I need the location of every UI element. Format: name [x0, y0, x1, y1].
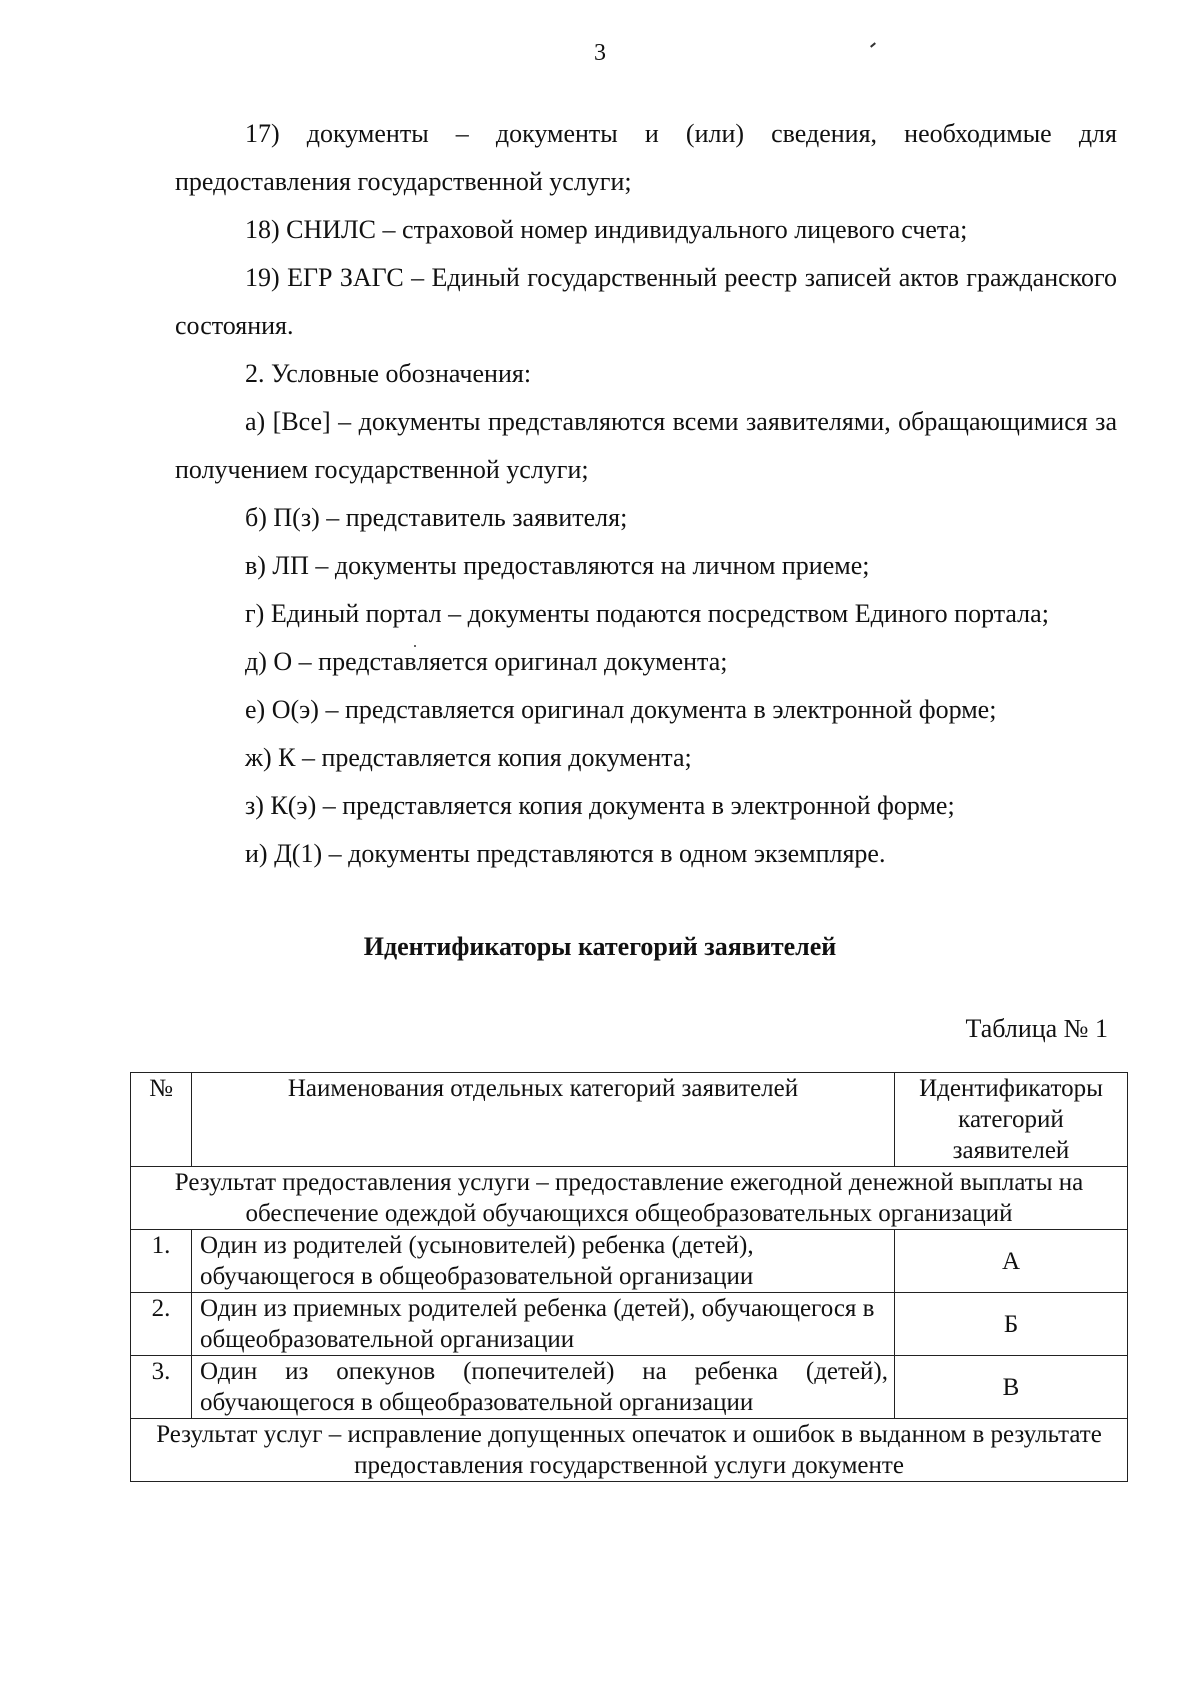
- legend-item-b: б) П(з) – представитель заявителя;: [245, 503, 628, 532]
- legend-item-e: е) О(э) – представляется оригинал документа в электронной форме;: [245, 695, 997, 724]
- paragraph-legend-title: 2. Условные обозначения:: [245, 359, 532, 388]
- legend-item-g: г) Единый портал – документы подаются посредством Единого портала;: [245, 599, 1049, 628]
- table-section-row: [131, 1167, 1128, 1230]
- definitions-block: [175, 110, 1117, 878]
- row-name: Один из опекунов (попечителей) на ребенка (детей), обучающегося в общеобразовательной организации: [192, 1356, 895, 1419]
- paragraph-17: 17) документы – документы и (или) сведения, необходимые для предоставления государственной услуги;: [175, 119, 1117, 196]
- row-name: Один из приемных родителей ребенка (детей), обучающегося в общеобразовательной организации: [192, 1293, 895, 1356]
- legend-item-zh: ж) К – представляется копия документа;: [245, 743, 692, 772]
- section-2-title: Результат услуг – исправление допущенных опечаток и ошибок в выданном в результате предоставления государственной услуги документе: [131, 1419, 1128, 1482]
- table-section-row: [131, 1419, 1128, 1482]
- row-num: 2.: [131, 1293, 192, 1356]
- page-number: 3: [594, 40, 606, 66]
- legend-item-a: а) [Все] – документы представляются всеми заявителями, обращающимися за получением государственной услуги;: [175, 407, 1117, 484]
- paragraph-18: 18) СНИЛС – страховой номер индивидуального лицевого счета;: [245, 215, 968, 244]
- table-row: [131, 1293, 1128, 1356]
- table-row: [131, 1230, 1128, 1293]
- row-id: А: [895, 1230, 1128, 1293]
- header-id: Идентификаторы категорий заявителей: [895, 1073, 1128, 1167]
- row-id: Б: [895, 1293, 1128, 1356]
- row-num: 1.: [131, 1230, 192, 1293]
- row-num: 3.: [131, 1356, 192, 1419]
- row-id: В: [895, 1356, 1128, 1419]
- header-name: Наименования отдельных категорий заявителей: [192, 1073, 895, 1167]
- legend-item-v: в) ЛП – документы предоставляются на личном приеме;: [245, 551, 870, 580]
- table-caption: Таблица № 1: [965, 1014, 1108, 1043]
- legend-item-z: з) К(э) – представляется копия документа в электронной форме;: [245, 791, 955, 820]
- section-heading: Идентификаторы категорий заявителей: [363, 932, 837, 961]
- header-num: №: [131, 1073, 192, 1167]
- legend-item-d: д) О – представляется оригинал документа;: [245, 647, 728, 676]
- table-header-row: [131, 1073, 1128, 1167]
- row-name: Один из родителей (усыновителей) ребенка (детей), обучающегося в общеобразовательной организации: [192, 1230, 895, 1293]
- table-row: [131, 1356, 1128, 1419]
- legend-item-i: и) Д(1) – документы представляются в одном экземпляре.: [245, 839, 886, 868]
- paragraph-19: 19) ЕГР ЗАГС – Единый государственный реестр записей актов гражданского состояния.: [175, 263, 1117, 340]
- section-1-title: Результат предоставления услуги – предоставление ежегодной денежной выплаты на обеспечение одеждой обучающихся общеобразовательных организаций: [131, 1167, 1128, 1230]
- applicant-categories-table: [130, 1072, 1128, 1482]
